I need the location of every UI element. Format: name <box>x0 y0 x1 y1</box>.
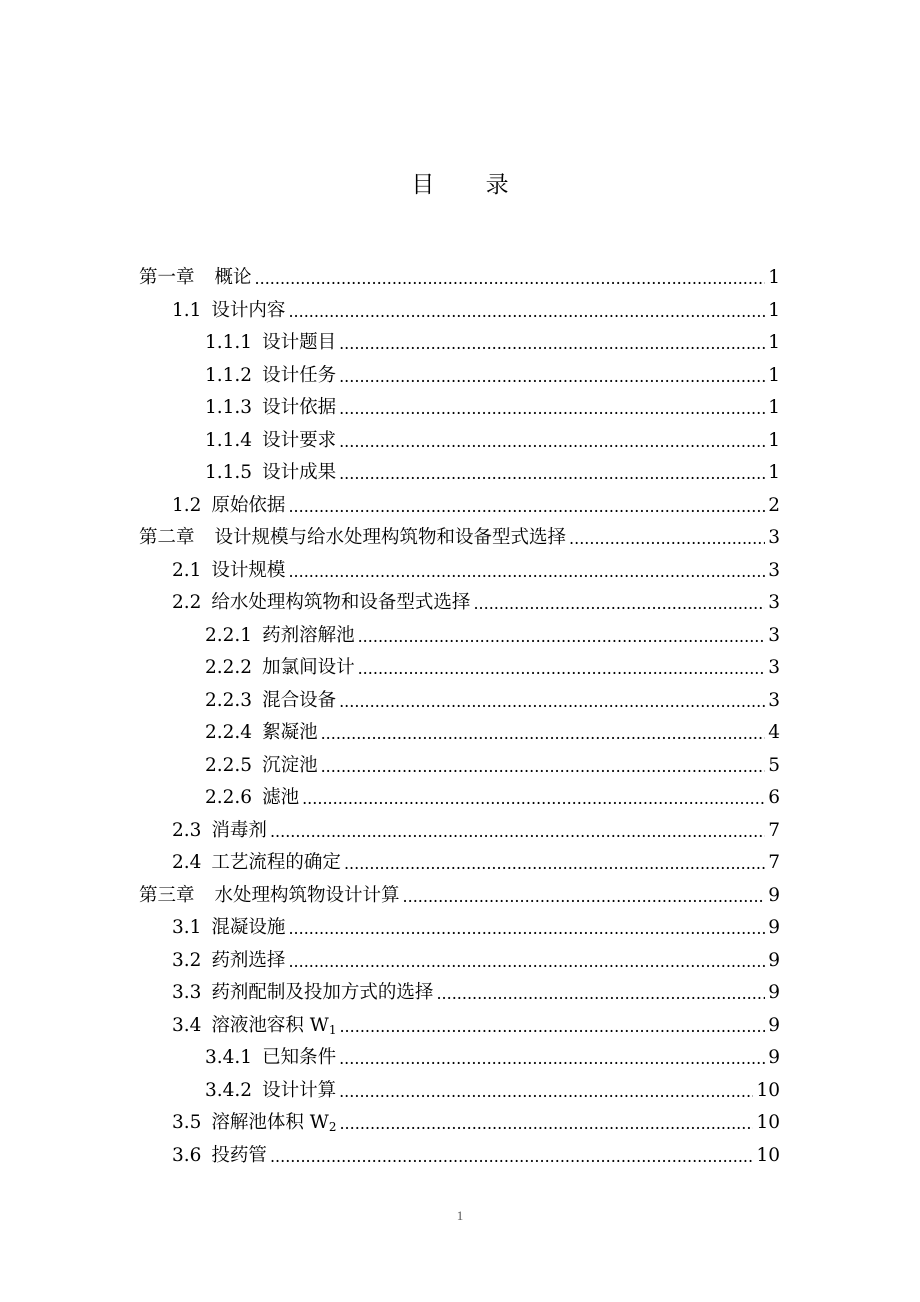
toc-entry-page: 7 <box>768 819 780 841</box>
toc-entry-title: 已知条件 <box>262 1047 337 1068</box>
toc-entry-page: 9 <box>768 982 780 1003</box>
toc-leader-dots <box>302 788 765 810</box>
toc-entry-title: 设计题目 <box>262 332 337 353</box>
toc-entry-chapter-1[interactable] <box>139 258 780 290</box>
toc-entry-page: 10 <box>756 1079 780 1101</box>
toc-leader-dots <box>339 463 765 485</box>
toc-entry-page: 1 <box>768 332 780 353</box>
toc-entry-number: 2.2.2 <box>205 657 253 678</box>
toc-leader-dots <box>358 658 766 680</box>
toc-entry-3-4-2[interactable] <box>205 1071 780 1103</box>
toc-leader-dots <box>288 496 765 518</box>
toc-entry-number: 1.2 <box>172 494 202 516</box>
toc-entry-page: 1 <box>768 267 780 288</box>
toc-entry-1-1-3[interactable] <box>205 388 780 420</box>
toc-entry-2-2-3[interactable] <box>205 681 780 713</box>
toc-leader-dots <box>321 723 766 745</box>
toc-entry-number: 2.2.6 <box>205 787 253 808</box>
toc-entry-2-2-1[interactable] <box>205 616 780 648</box>
toc-entry-number: 1.1.2 <box>205 364 253 386</box>
toc-entry-title: 絮凝池 <box>262 722 318 743</box>
toc-entry-title: 原始依据 <box>211 494 286 516</box>
toc-leader-dots <box>270 821 765 843</box>
toc-entry-2-1[interactable] <box>172 551 780 583</box>
toc-entry-number: 第二章 <box>139 527 195 548</box>
toc-entry-number: 3.4 <box>172 1014 202 1036</box>
toc-entry-title: 概论 <box>214 267 252 288</box>
toc-entry-2-2-6[interactable] <box>205 778 780 810</box>
toc-entry-3-1[interactable] <box>172 908 780 940</box>
toc-entry-page: 1 <box>768 462 780 483</box>
toc-leader-dots <box>358 626 766 648</box>
toc-entry-2-4[interactable] <box>172 843 780 875</box>
toc-entry-page: 3 <box>768 657 780 678</box>
toc-entry-title: 混凝设施 <box>211 917 286 938</box>
toc-entry-3-4[interactable] <box>172 1006 780 1038</box>
toc-entry-number: 1.1 <box>172 299 202 321</box>
toc-entry-number: 2.2.5 <box>205 754 253 776</box>
toc-entry-page: 9 <box>768 917 780 938</box>
toc-entry-page: 3 <box>768 559 780 581</box>
toc-entry-title: 设计规模与给水处理构筑物和设备型式选择 <box>214 527 567 548</box>
toc-entry-number: 1.1.3 <box>205 397 253 418</box>
toc-entry-title-main: 溶液池容积 W <box>211 1014 329 1036</box>
toc-leader-dots <box>436 983 765 1005</box>
toc-entry-1-1-4[interactable] <box>205 421 780 453</box>
toc-entry-number: 1.1.1 <box>205 332 253 353</box>
toc-entry-1-1[interactable] <box>172 291 780 323</box>
page-title: 目 录 <box>411 172 531 198</box>
toc-leader-dots <box>339 398 765 420</box>
toc-entry-page: 9 <box>768 1014 780 1036</box>
toc-entry-page: 1 <box>768 364 780 386</box>
toc-entry-title: 沉淀池 <box>262 754 318 776</box>
toc-entry-page: 1 <box>768 397 780 418</box>
toc-entry-1-1-1[interactable] <box>205 323 780 355</box>
toc-leader-dots <box>339 1048 765 1070</box>
toc-entry-number: 2.2 <box>172 592 202 613</box>
toc-leader-dots <box>339 366 765 388</box>
toc-leader-dots <box>339 1016 765 1038</box>
toc-entry-number: 2.2.1 <box>205 624 253 646</box>
toc-entry-page: 7 <box>768 852 780 873</box>
toc-entry-title: 投药管 <box>211 1144 267 1166</box>
toc-entry-title: 设计要求 <box>262 429 337 451</box>
toc-entry-2-2-4[interactable] <box>205 713 780 745</box>
toc-entry-page: 3 <box>768 689 780 711</box>
toc-entry-page: 3 <box>768 592 780 613</box>
toc-entry-title: 设计依据 <box>262 397 337 418</box>
toc-leader-dots <box>288 561 765 583</box>
toc-leader-dots <box>255 268 766 290</box>
toc-leader-dots <box>339 1113 753 1135</box>
toc-entry-title: 滤池 <box>262 787 300 808</box>
toc-entry-number: 3.4.2 <box>205 1079 253 1101</box>
toc-entry-page: 1 <box>768 299 780 321</box>
toc-entry-page: 3 <box>768 624 780 646</box>
toc-entry-title: 药剂选择 <box>211 949 286 971</box>
toc-entry-number: 3.4.1 <box>205 1047 253 1068</box>
toc-entry-chapter-3[interactable] <box>139 876 780 908</box>
toc-entry-1-1-2[interactable] <box>205 356 780 388</box>
toc-leader-dots <box>339 333 765 355</box>
toc-entry-title: 工艺流程的确定 <box>211 852 341 873</box>
toc-entry-number: 3.1 <box>172 917 202 938</box>
toc-leader-dots <box>288 951 765 973</box>
toc-entry-3-5[interactable] <box>172 1103 780 1135</box>
toc-entry-title <box>211 1014 336 1038</box>
toc-entry-2-3[interactable] <box>172 811 780 843</box>
toc-entry-title: 药剂溶解池 <box>262 624 355 646</box>
toc-entry-title: 加氯间设计 <box>262 657 355 678</box>
subscript: 1 <box>328 1022 337 1037</box>
toc-entry-title: 设计计算 <box>262 1079 337 1101</box>
toc-entry-title: 设计任务 <box>262 364 337 386</box>
toc-entry-1-1-5[interactable] <box>205 453 780 485</box>
toc-entry-title: 设计成果 <box>262 462 337 483</box>
toc-entry-title: 设计规模 <box>211 559 286 581</box>
toc-entry-page: 10 <box>756 1144 780 1166</box>
toc-entry-number: 3.5 <box>172 1112 202 1133</box>
toc-entry-3-4-1[interactable] <box>205 1038 780 1070</box>
toc-entry-chapter-2[interactable] <box>139 518 780 550</box>
toc-leader-dots <box>288 301 765 323</box>
toc-entry-2-2-2[interactable] <box>205 648 780 680</box>
toc-entry-3-6[interactable] <box>172 1136 780 1168</box>
toc-entry-page: 5 <box>768 754 780 776</box>
toc-entry-title: 消毒剂 <box>211 819 267 841</box>
toc-leader-dots <box>270 1146 754 1168</box>
toc-entry-title-main: 溶解池体积 W <box>211 1112 329 1133</box>
toc-entry-title: 混合设备 <box>262 689 337 711</box>
toc-entry-1-2[interactable] <box>172 486 780 518</box>
toc-entry-title: 药剂配制及投加方式的选择 <box>211 982 434 1003</box>
toc-entry-number: 2.2.4 <box>205 722 253 743</box>
toc-entry-number: 2.4 <box>172 852 202 873</box>
toc-entry-number: 1.1.5 <box>205 462 253 483</box>
toc-leader-dots <box>339 691 765 713</box>
toc-entry-page: 9 <box>768 884 780 906</box>
toc-entry-number: 3.3 <box>172 982 202 1003</box>
toc-entry-title: 给水处理构筑物和设备型式选择 <box>211 592 471 613</box>
toc-entry-title: 设计内容 <box>211 299 286 321</box>
toc-entry-title <box>211 1111 336 1135</box>
toc-entry-2-2[interactable] <box>172 583 780 615</box>
toc-entry-number: 2.1 <box>172 559 202 581</box>
toc-leader-dots <box>321 756 766 778</box>
subscript: 2 <box>328 1120 337 1134</box>
toc-entry-page: 9 <box>768 1047 780 1068</box>
toc-entry-page: 2 <box>768 494 780 516</box>
page-number: 1 <box>456 1208 464 1223</box>
toc-entry-page: 9 <box>768 949 780 971</box>
toc-leader-dots <box>403 886 766 908</box>
toc-leader-dots <box>288 918 765 940</box>
toc-leader-dots <box>473 593 765 615</box>
toc-entry-page: 4 <box>768 722 780 743</box>
toc-entry-3-2[interactable] <box>172 941 780 973</box>
toc-leader-dots <box>339 431 765 453</box>
toc-entry-number: 1.1.4 <box>205 429 253 451</box>
toc-entry-number: 3.6 <box>172 1144 202 1166</box>
toc-entry-number: 2.3 <box>172 819 202 841</box>
toc-entry-2-2-5[interactable] <box>205 746 780 778</box>
toc-entry-number: 第三章 <box>139 884 195 906</box>
toc-entry-number: 第一章 <box>139 267 195 288</box>
toc-entry-number: 3.2 <box>172 949 202 971</box>
toc-leader-dots <box>344 853 765 875</box>
toc-entry-page: 6 <box>768 787 780 808</box>
toc-entry-page: 1 <box>768 429 780 451</box>
toc-entry-number: 2.2.3 <box>205 689 253 711</box>
toc-leader-dots <box>339 1081 753 1103</box>
toc-entry-page: 3 <box>768 527 780 548</box>
toc-entry-page: 10 <box>756 1112 780 1133</box>
toc-entry-3-3[interactable] <box>172 973 780 1005</box>
toc-entry-title: 水处理构筑物设计计算 <box>214 884 400 906</box>
toc-leader-dots <box>569 528 765 550</box>
